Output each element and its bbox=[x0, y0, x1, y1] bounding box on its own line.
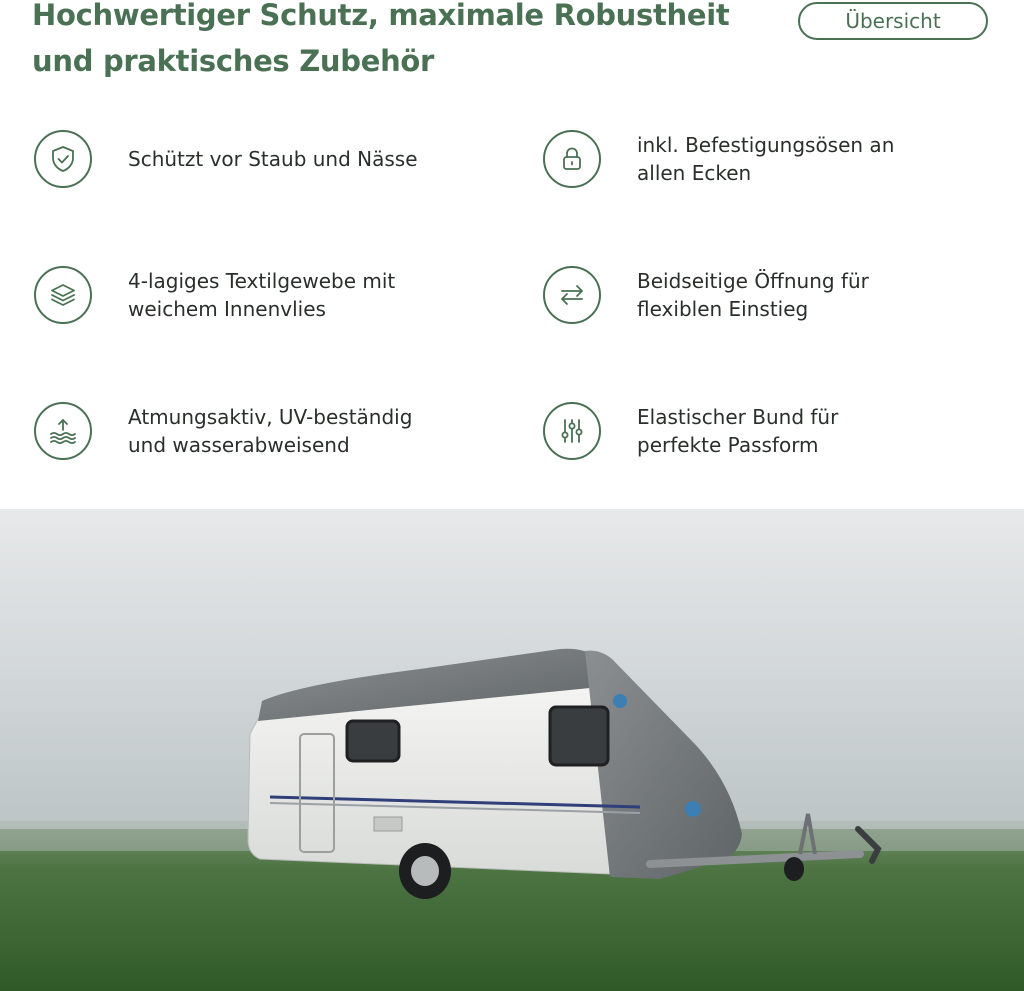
feature-text: Beidseitige Öffnung für flexiblen Einstieg bbox=[637, 269, 869, 321]
lock-icon bbox=[543, 130, 601, 188]
arrows-swap-icon bbox=[543, 266, 601, 324]
feature-text: Atmungsaktiv, UV-beständig und wasserabweisend bbox=[128, 405, 413, 457]
shield-check-icon bbox=[34, 130, 92, 188]
feature-text: inkl. Befestigungsösen an allen Ecken bbox=[637, 133, 895, 185]
layers-icon bbox=[34, 266, 92, 324]
page-title: Hochwertiger Schutz, maximale Robustheit und praktisches Zubehör bbox=[32, 0, 730, 78]
feature-item bbox=[543, 130, 957, 188]
feature-item bbox=[34, 266, 448, 324]
feature-text: Elastischer Bund für perfekte Passform bbox=[637, 405, 839, 457]
overview-button[interactable]: Übersicht bbox=[798, 2, 988, 40]
sliders-icon bbox=[543, 402, 601, 460]
feature-text: 4-lagiges Textilgewebe mit weichem Innenvlies bbox=[128, 269, 396, 321]
feature-text: Schützt vor Staub und Nässe bbox=[128, 147, 418, 171]
feature-item bbox=[34, 130, 448, 188]
feature-item bbox=[34, 402, 448, 460]
feature-item bbox=[543, 402, 957, 460]
feature-item bbox=[543, 266, 957, 324]
water-vapor-icon bbox=[34, 402, 92, 460]
caravan-cover-image bbox=[0, 509, 1024, 991]
